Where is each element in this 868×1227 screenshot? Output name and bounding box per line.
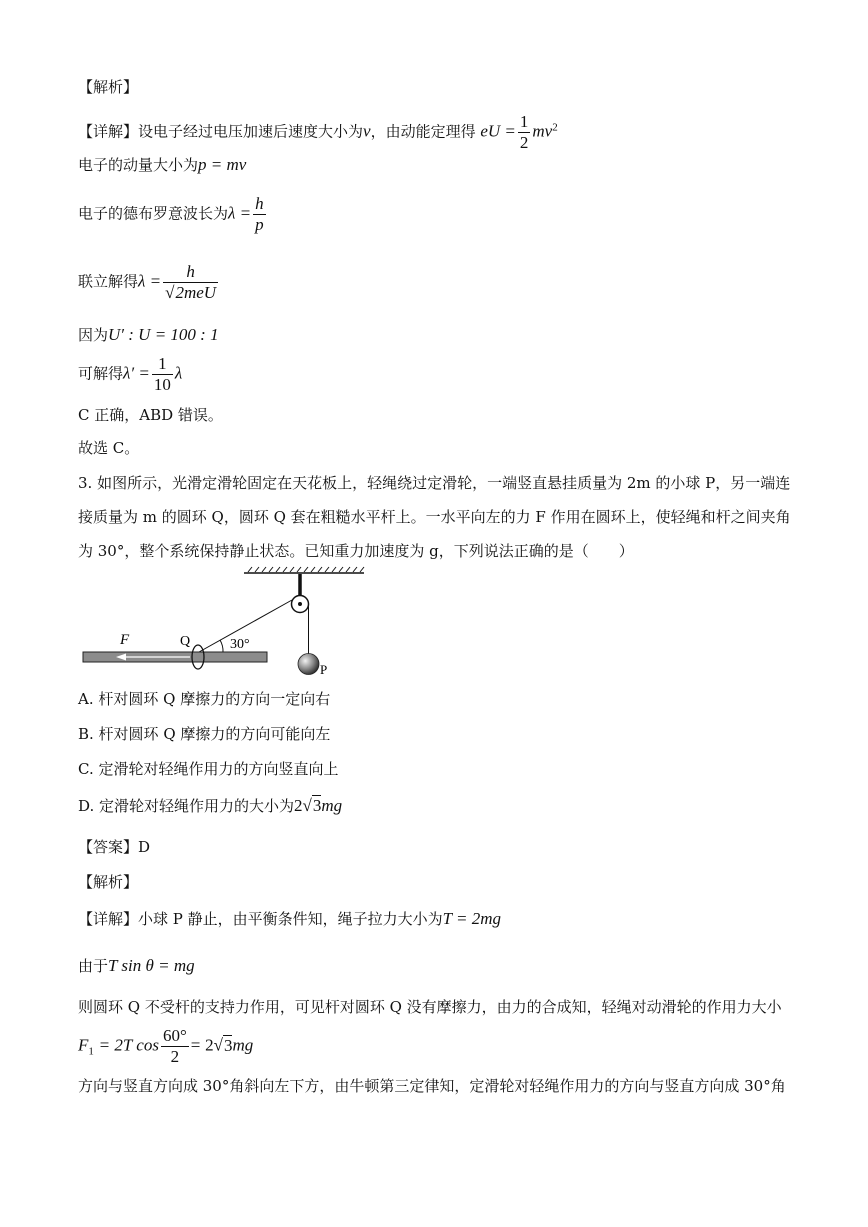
result-line	[78, 354, 182, 395]
sqrt-icon: √	[213, 1035, 223, 1055]
ratio-line	[78, 325, 219, 345]
text-segment: D. 定滑轮对轻绳作用力的大小为	[78, 797, 295, 815]
fraction-denominator	[163, 282, 218, 303]
fraction-numerator: 1	[519, 112, 529, 131]
math-lambda-prime: λ′ =	[123, 363, 150, 383]
text-segment: 电子的动量大小为	[78, 156, 199, 174]
math-f: F	[78, 1035, 89, 1055]
conclusion-line: C 正确，ABD 错误。	[78, 406, 223, 424]
math-lambda-eq: λ =	[228, 203, 252, 223]
fraction-h-over-p	[253, 194, 266, 235]
fraction-denominator: p	[255, 215, 264, 234]
wavelength-line	[78, 194, 268, 235]
label-f: F	[120, 632, 130, 648]
detail-line-velocity	[78, 112, 558, 153]
math-subscript: 1	[88, 1045, 94, 1058]
math-eu: eU =	[480, 121, 516, 141]
angle-arc	[220, 640, 223, 652]
answer-line: 【答案】D	[78, 838, 151, 856]
fraction-numerator: h	[255, 194, 264, 213]
option-c: C. 定滑轮对轻绳作用力的方向竖直向上	[78, 760, 339, 778]
combined-solution-line	[78, 262, 220, 303]
math-mv: mv	[532, 121, 553, 141]
pulley-figure	[80, 566, 380, 678]
ceiling-hatch	[248, 567, 364, 572]
ball-p	[298, 654, 319, 675]
fraction-denominator: 10	[153, 375, 171, 394]
fraction-sixty-over-two	[161, 1026, 189, 1067]
option-d	[78, 796, 342, 816]
math-coef: 2	[205, 1035, 214, 1055]
force-analysis-line: 则圆环 Q 不受杆的支持力作用，可见杆对圆环 Q 没有摩擦力，由力的合成知，轻绳对动滑轮的作用力大小	[78, 998, 782, 1016]
label-q: Q	[180, 634, 191, 649]
tension-line	[78, 909, 501, 929]
choice-line: 故选 C。	[78, 439, 140, 457]
math-tsin: T sin θ = mg	[108, 956, 195, 975]
text-segment: 【详解】设电子经过电压加速后速度大小为	[78, 122, 364, 141]
fraction-one-tenth	[152, 354, 173, 395]
sin-line	[78, 956, 195, 976]
direction-line: 方向与竖直方向成 30°角斜向左下方，由牛顿第三定律知，定滑轮对轻绳作用力的方向与竖直方向成 30°角	[78, 1077, 786, 1095]
question-3-stem: 3. 如图所示，光滑定滑轮固定在天花板上，轻绳绕过定滑轮，一端竖直悬挂质量为 2m 的小球 P，另一端连接质量为 m 的圆环 Q，圆环 Q 套在粗糙水平杆上。一水平向左的力 F 作用在圆环上，使轻绳和杆之间夹角为 30°，整个系统保持静止状态。已知重力加速度为 g，下列说法正确的是（ ）	[78, 474, 791, 560]
text-segment: 联立解得	[78, 272, 139, 291]
text-segment: 可解得	[78, 364, 124, 383]
fraction-h-over-sqrt	[163, 262, 218, 303]
fraction-half	[518, 112, 531, 153]
text-segment: 因为	[78, 326, 109, 344]
text-segment: 电子的德布罗意波长为	[78, 204, 229, 223]
math-exponent: 2	[552, 121, 558, 134]
math-tension: T = 2mg	[442, 909, 502, 928]
math-momentum: p = mv	[198, 155, 247, 174]
text-segment: ，由动能定理得	[370, 122, 476, 141]
fraction-denominator: 2	[161, 1046, 189, 1067]
math-mg: mg	[232, 1035, 254, 1055]
sqrt-radicand: 3	[223, 1035, 233, 1055]
text-segment: 由于	[78, 957, 109, 975]
momentum-line	[78, 155, 246, 175]
math-coef: 2	[294, 796, 303, 815]
math-f1-rhs: = 2T cos	[98, 1035, 159, 1055]
option-b: B. 杆对圆环 Q 摩擦力的方向可能向左	[78, 725, 331, 743]
sqrt-icon: √	[165, 283, 175, 302]
math-mg: mg	[321, 796, 343, 815]
math-equals: =	[190, 1035, 201, 1055]
analysis-heading-2: 【解析】	[78, 873, 139, 891]
math-lambda-eq: λ =	[138, 271, 162, 291]
math-ratio: U′ : U = 100 : 1	[108, 325, 219, 344]
math-lambda: λ	[174, 363, 183, 383]
fraction-numerator: h	[186, 262, 195, 281]
label-angle: 30°	[230, 637, 250, 652]
label-p: P	[320, 662, 328, 677]
math-v: v	[363, 121, 371, 141]
resultant-force-line	[78, 1026, 253, 1067]
sqrt-radicand: 3	[312, 796, 322, 815]
fraction-denominator: 2	[519, 133, 529, 152]
fraction-numerator: 60°	[162, 1026, 187, 1045]
sqrt-icon: √	[302, 796, 312, 815]
sqrt-radicand: 2meU	[175, 283, 217, 302]
text-segment: 【详解】小球 P 静止，由平衡条件知，绳子拉力大小为	[78, 910, 443, 928]
fraction-numerator: 1	[158, 354, 167, 373]
option-a: A. 杆对圆环 Q 摩擦力的方向一定向右	[78, 690, 331, 708]
pulley-axle	[298, 602, 302, 606]
analysis-heading-1: 【解析】	[78, 78, 139, 96]
